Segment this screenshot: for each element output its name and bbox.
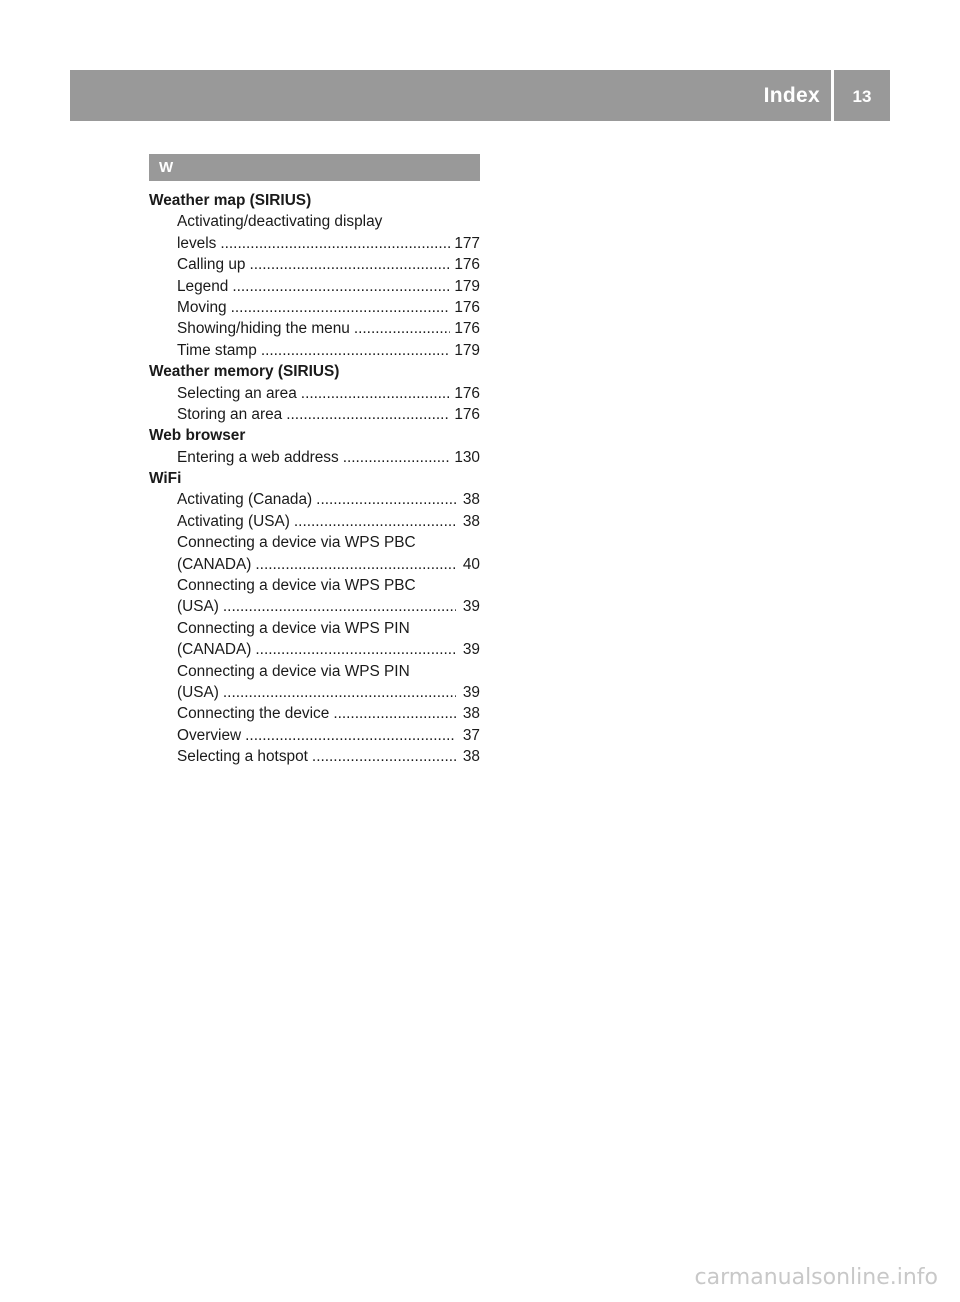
leader-dots bbox=[261, 340, 450, 361]
index-entry[interactable] bbox=[149, 639, 480, 660]
index-entry[interactable] bbox=[149, 682, 480, 703]
index-entry[interactable] bbox=[149, 489, 480, 510]
leader-dots bbox=[245, 725, 456, 746]
index-entry[interactable] bbox=[149, 554, 480, 575]
index-entry-text: Activating (Canada) bbox=[177, 491, 313, 509]
leader-dots bbox=[316, 489, 456, 510]
index-entry-text: Entering a web address bbox=[177, 448, 339, 466]
index-entry[interactable] bbox=[149, 404, 480, 425]
index-entry[interactable] bbox=[149, 511, 480, 532]
index-entry[interactable] bbox=[149, 318, 480, 339]
index-entry-text: Selecting a hotspot bbox=[177, 748, 308, 766]
index-entry[interactable] bbox=[149, 297, 480, 318]
index-entry-text: (CANADA) bbox=[177, 641, 252, 659]
index-column bbox=[149, 154, 480, 768]
leader-dots bbox=[255, 639, 456, 660]
page-ref[interactable]: 39 bbox=[462, 641, 480, 659]
index-entry[interactable] bbox=[149, 447, 480, 468]
page-ref[interactable]: 37 bbox=[462, 726, 480, 744]
leader-dots bbox=[249, 254, 450, 275]
index-entry-text: (USA) bbox=[177, 683, 219, 701]
index-heading: Weather memory (SIRIUS) bbox=[149, 363, 340, 381]
index-entry-text: Calling up bbox=[177, 256, 246, 274]
index-heading: Weather map (SIRIUS) bbox=[149, 192, 312, 209]
index-entry-text: Showing/hiding the menu bbox=[177, 320, 350, 338]
page-ref[interactable]: 38 bbox=[462, 512, 480, 530]
index-entry-text: Time stamp bbox=[177, 341, 257, 359]
index-entry-text: Activating/deactivating display bbox=[177, 213, 383, 231]
leader-dots bbox=[232, 276, 450, 297]
leader-dots bbox=[231, 297, 451, 318]
index-entry-text: Moving bbox=[177, 298, 227, 316]
index-entry-text: Activating (USA) bbox=[177, 512, 290, 530]
index-entry-text: Selecting an area bbox=[177, 384, 297, 402]
page-ref[interactable]: 38 bbox=[462, 491, 480, 509]
index-heading: WiFi bbox=[149, 470, 182, 488]
page-number: 13 bbox=[852, 87, 872, 106]
section-letter-header: W bbox=[149, 154, 480, 181]
index-entry[interactable] bbox=[149, 703, 480, 724]
leader-dots bbox=[343, 447, 451, 468]
page-title: Index bbox=[763, 83, 820, 107]
page-ref[interactable]: 40 bbox=[462, 555, 480, 573]
leader-dots bbox=[333, 703, 456, 724]
leader-dots bbox=[354, 318, 450, 339]
index-entry-text: Overview bbox=[177, 726, 242, 744]
index-entry[interactable] bbox=[149, 725, 480, 746]
page-ref[interactable]: 39 bbox=[462, 598, 480, 616]
page-ref[interactable]: 179 bbox=[454, 277, 480, 295]
index-entry-text: (USA) bbox=[177, 598, 219, 616]
page-ref[interactable]: 130 bbox=[454, 448, 480, 466]
leader-dots bbox=[312, 746, 456, 767]
index-entry-text: Connecting a device via WPS PBC bbox=[177, 577, 416, 595]
index-entry-text: Storing an area bbox=[177, 405, 283, 423]
index-entry-text: Connecting the device bbox=[177, 705, 330, 723]
leader-dots bbox=[294, 511, 456, 532]
leader-dots bbox=[286, 404, 450, 425]
watermark: carmanualsonline.info bbox=[694, 1265, 938, 1290]
index-entry[interactable] bbox=[149, 383, 480, 404]
index-entry[interactable] bbox=[149, 254, 480, 275]
index-entry[interactable] bbox=[149, 233, 480, 254]
page-ref[interactable]: 38 bbox=[462, 705, 480, 723]
index-entry[interactable] bbox=[149, 276, 480, 297]
index-entry-text: levels bbox=[177, 234, 217, 252]
leader-dots bbox=[223, 596, 456, 617]
page-ref[interactable]: 176 bbox=[454, 405, 480, 423]
index-entry-text: (CANADA) bbox=[177, 555, 252, 573]
index-entry[interactable] bbox=[149, 746, 480, 767]
page-ref[interactable]: 177 bbox=[454, 234, 480, 252]
page-ref[interactable]: 176 bbox=[454, 320, 480, 338]
leader-dots bbox=[220, 233, 450, 254]
page-ref[interactable]: 38 bbox=[462, 748, 480, 766]
index-heading: Web browser bbox=[149, 427, 246, 445]
page-ref[interactable]: 176 bbox=[454, 298, 480, 316]
index-entry-text: Connecting a device via WPS PIN bbox=[177, 619, 410, 637]
index-entry[interactable] bbox=[149, 596, 480, 617]
leader-dots bbox=[301, 383, 451, 404]
page-ref[interactable]: 179 bbox=[454, 341, 480, 359]
index-entry[interactable] bbox=[149, 340, 480, 361]
leader-dots bbox=[255, 554, 456, 575]
index-entry-text: Connecting a device via WPS PBC bbox=[177, 534, 416, 552]
index-entry-text: Legend bbox=[177, 277, 229, 295]
page-ref[interactable]: 39 bbox=[462, 683, 480, 701]
index-entry-text: Connecting a device via WPS PIN bbox=[177, 662, 410, 680]
page-ref[interactable]: 176 bbox=[454, 384, 480, 402]
page-ref[interactable]: 176 bbox=[454, 256, 480, 274]
leader-dots bbox=[223, 682, 456, 703]
